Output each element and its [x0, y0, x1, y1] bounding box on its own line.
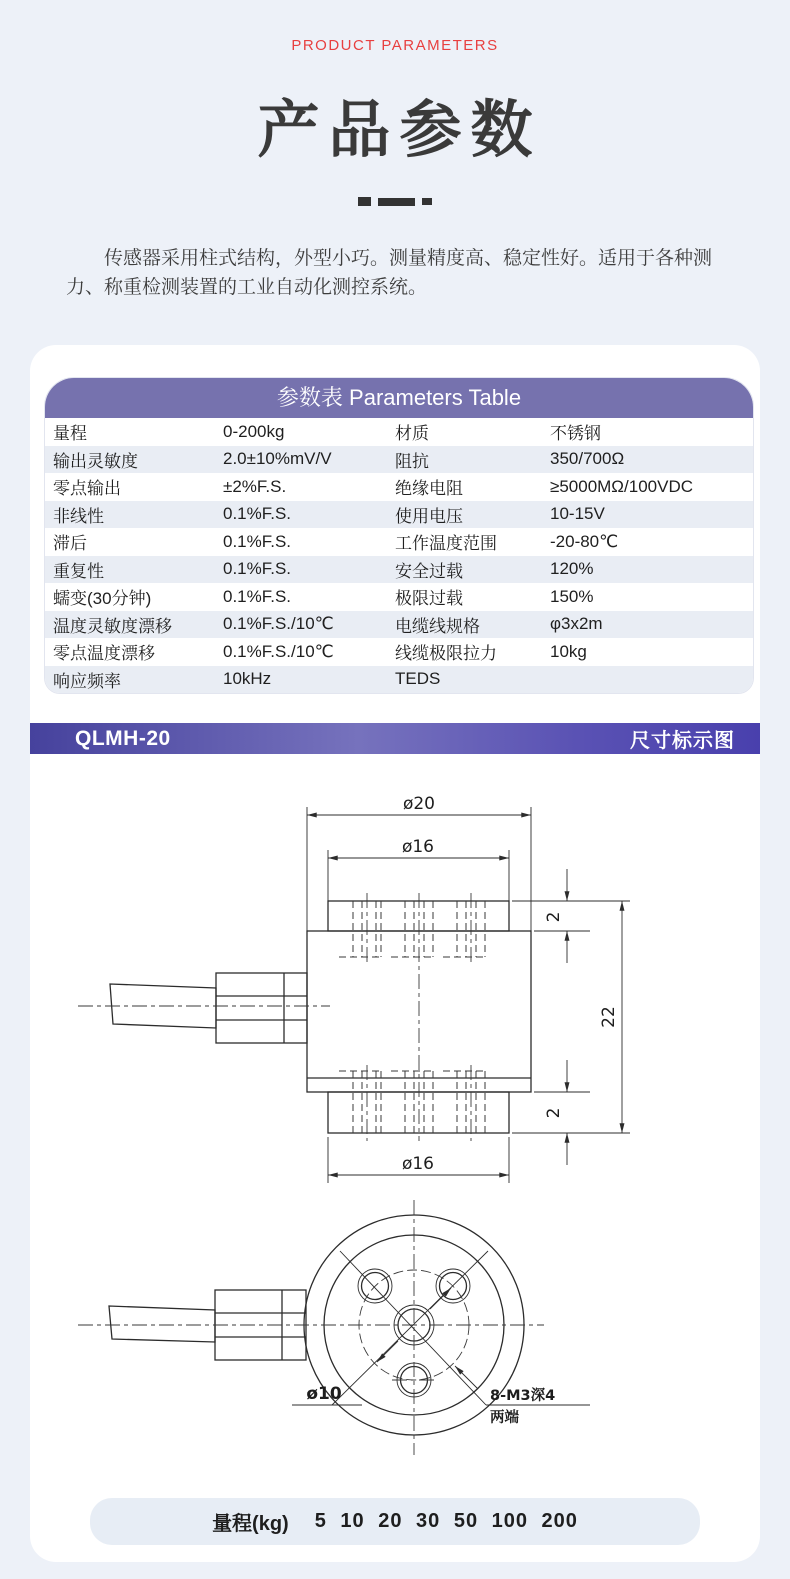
param-value: 不锈钢 [550, 424, 601, 444]
param-label: 响应频率 [53, 671, 121, 691]
param-label: 阻抗 [395, 451, 429, 471]
dim-label-bolt-circle: ø10 [306, 1384, 342, 1404]
divider-dash [378, 198, 415, 206]
param-value: 0.1%F.S./10℃ [223, 641, 334, 661]
dimension-drawing [30, 755, 760, 1460]
param-label: 输出灵敏度 [53, 451, 138, 471]
param-label: 极限过载 [395, 589, 463, 609]
param-label: 电缆线规格 [395, 616, 480, 636]
param-value: 0.1%F.S. [223, 586, 292, 606]
param-label: 重复性 [53, 561, 104, 581]
capacity-values: 5 10 20 30 50 100 200 [314, 1510, 578, 1532]
param-value: 2.0±10%mV/V [223, 449, 332, 469]
table-row [45, 611, 753, 639]
param-label: 安全过载 [395, 561, 463, 581]
dim-label-top-cap-height: 2 [544, 911, 564, 923]
param-label: 非线性 [53, 506, 104, 526]
param-value: 120% [550, 559, 594, 579]
table-row [45, 528, 753, 556]
page-title: 产品参数 [257, 96, 542, 165]
param-value: ±2%F.S. [223, 476, 287, 496]
thread-note-line2: 两端 [490, 1410, 519, 1426]
param-value: 350/700Ω [550, 449, 625, 469]
divider-dash [358, 197, 371, 206]
param-value: 0.1%F.S./10℃ [223, 614, 334, 634]
param-label: 温度灵敏度漂移 [53, 616, 172, 636]
param-value: ≥5000MΩ/100VDC [550, 476, 693, 496]
param-value: 10-15V [550, 504, 605, 524]
param-value: 10kg [550, 641, 587, 661]
dim-label-bottom-cap-diameter: ø16 [401, 1154, 435, 1174]
table-row [45, 666, 753, 694]
param-label: 滞后 [53, 534, 87, 554]
table-title: 参数表 Parameters Table [45, 378, 753, 418]
dim-label-bottom-cap-height: 2 [544, 1107, 564, 1119]
table-row [45, 446, 753, 474]
table-row [45, 556, 753, 584]
product-description: 传感器采用柱式结构，外型小巧。测量精度高、稳定性好。适用于各种测力、称重检测装置的工业自动化测控系统。 [66, 248, 713, 299]
param-label: 零点输出 [53, 479, 121, 499]
param-label: 量程 [53, 424, 87, 444]
param-value: 0.1%F.S. [223, 504, 292, 524]
table-row [45, 638, 753, 666]
section-bar [30, 723, 760, 754]
param-label: TEDS [395, 669, 441, 689]
section-title: 尺寸标示图 [630, 730, 735, 752]
eyebrow-text: PRODUCT PARAMETERS [291, 37, 499, 54]
param-value: 150% [550, 586, 594, 606]
divider-dash [422, 198, 432, 205]
param-value: 0.1%F.S. [223, 559, 292, 579]
param-value: φ3x2m [550, 614, 603, 634]
content-card [30, 345, 760, 1562]
param-label: 线缆极限拉力 [395, 644, 497, 664]
model-label: QLMH-20 [75, 726, 171, 750]
thread-note-line1: 8-M3深4 [490, 1388, 556, 1404]
param-label: 绝缘电阻 [395, 479, 463, 499]
param-value: 0-200kg [223, 421, 285, 441]
dim-label-total-height: 22 [599, 1006, 619, 1028]
table-row [45, 501, 753, 529]
param-label: 蠕变(30分钟) [53, 589, 152, 609]
param-label: 零点温度漂移 [53, 644, 155, 664]
table-row [45, 418, 753, 446]
param-value: 10kHz [223, 669, 272, 689]
dim-label-top-cap-diameter: ø16 [401, 837, 435, 857]
param-label: 材质 [395, 424, 429, 444]
dim-label-top-diameter: ø20 [402, 794, 436, 814]
param-label: 使用电压 [395, 506, 463, 526]
capacity-label: 量程(kg) [212, 1513, 289, 1535]
param-value: 0.1%F.S. [223, 531, 292, 551]
param-value: -20-80℃ [550, 531, 619, 551]
table-row [45, 473, 753, 501]
param-label: 工作温度范围 [395, 534, 497, 554]
title-divider [0, 197, 790, 206]
capacity-band [90, 1498, 700, 1545]
parameters-table [44, 377, 754, 694]
table-row [45, 583, 753, 611]
